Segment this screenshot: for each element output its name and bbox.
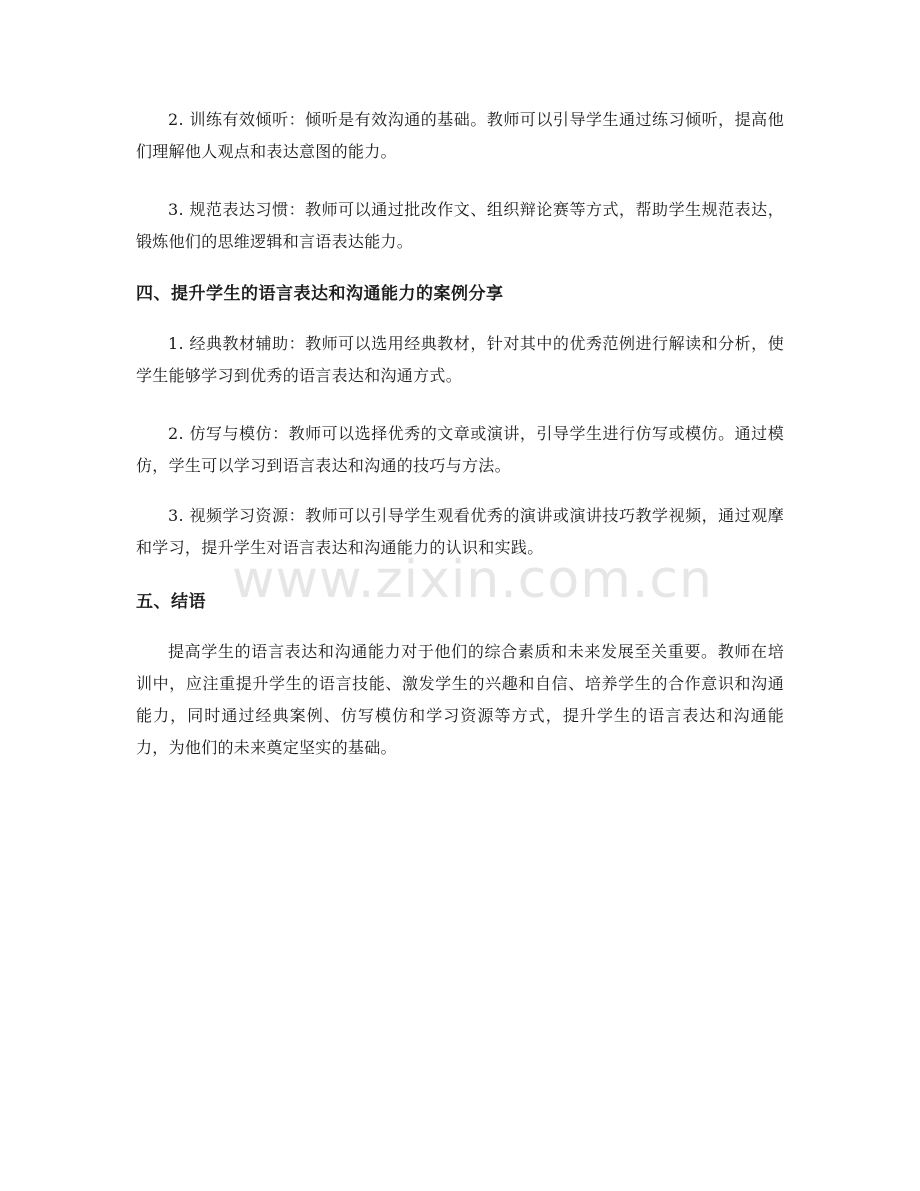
section5-heading: 五、结语 — [136, 592, 206, 612]
item-video-resources: 3. 视频学习资源：教师可以引导学生观看优秀的演讲或演讲技巧教学视频，通过观摩和学习，提升学生对语言表达和沟通能力的认识和实践。 — [136, 506, 784, 557]
item-imitation: 2. 仿写与模仿：教师可以选择优秀的文章或演讲，引导学生进行仿写或模仿。通过模仿，学生可以学习到语言表达和沟通的技巧与方法。 — [136, 424, 784, 475]
watermark: www.zixin.com.cn — [232, 550, 713, 610]
item-classic-textbook: 1. 经典教材辅助：教师可以选用经典教材，针对其中的优秀范例进行解读和分析，使学生能够学习到优秀的语言表达和沟通方式。 — [136, 334, 784, 385]
conclusion-paragraph: 提高学生的语言表达和沟通能力对于他们的综合素质和未来发展至关重要。教师在培训中，应注重提升学生的语言技能、激发学生的兴趣和自信、培养学生的合作意识和沟通能力，同时通过经典案例、仿写模仿和学习资源等方式，提升学生的语言表达和沟通能力，为他们的未来奠定坚实的基础。 — [136, 642, 784, 757]
item-training-listening: 2. 训练有效倾听：倾听是有效沟通的基础。教师可以引导学生通过练习倾听，提高他们理解他人观点和表达意图的能力。 — [136, 110, 784, 161]
section4-heading: 四、提升学生的语言表达和沟通能力的案例分享 — [136, 284, 504, 304]
item-standard-expression: 3. 规范表达习惯：教师可以通过批改作文、组织辩论赛等方式，帮助学生规范表达，锻炼他们的思维逻辑和言语表达能力。 — [136, 200, 784, 251]
